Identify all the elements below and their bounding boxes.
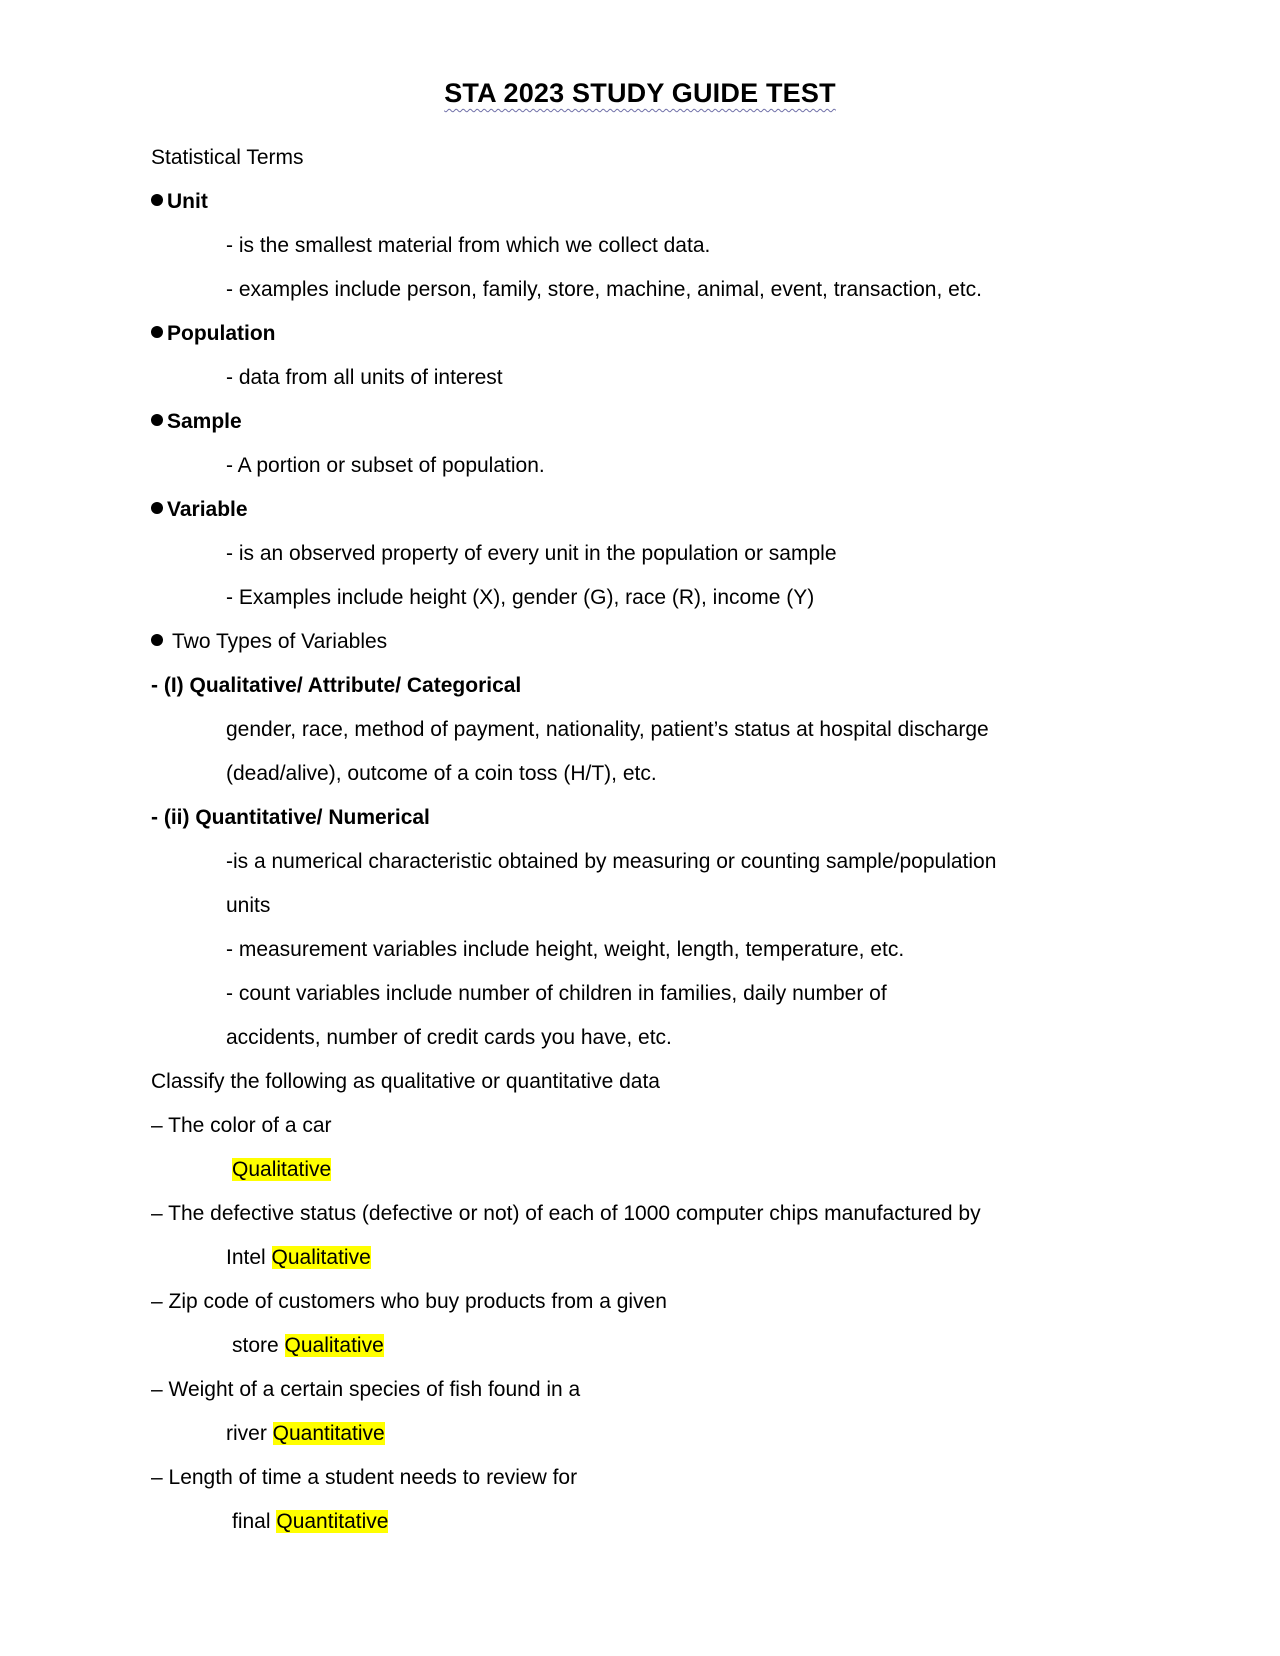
question-item: – Weight of a certain species of fish found in a xyxy=(151,1378,581,1401)
answer-line xyxy=(232,1156,331,1184)
definition-line: -is a numerical characteristic obtained by measuring or counting sample/population xyxy=(226,850,997,873)
bullet-icon xyxy=(151,194,163,206)
definition-line: gender, race, method of payment, nationality, patient’s status at hospital discharge xyxy=(226,718,989,741)
answer-highlight: Quantitative xyxy=(276,1510,389,1533)
document-title: STA 2023 STUDY GUIDE TEST xyxy=(444,78,836,108)
question-item: – The defective status (defective or not) of each of 1000 computer chips manufactured by xyxy=(151,1202,981,1225)
definition-line: - is an observed property of every unit in the population or sample xyxy=(226,542,837,565)
answer-line: store Qualitative xyxy=(232,1334,384,1357)
term-variable: Variable xyxy=(151,496,248,524)
term-sample: Sample xyxy=(151,408,242,436)
answer-highlight: Qualitative xyxy=(232,1158,332,1181)
answer-highlight: Quantitative xyxy=(272,1422,385,1445)
bullet-icon xyxy=(151,634,163,646)
definition-line: (dead/alive), outcome of a coin toss (H/T), etc. xyxy=(226,762,657,785)
answer-line: final Quantitative xyxy=(232,1510,389,1533)
bullet-icon xyxy=(151,414,163,426)
answer-highlight: Qualitative xyxy=(271,1246,371,1269)
question-item: – Length of time a student needs to review for xyxy=(151,1466,578,1489)
answer-line: Intel Qualitative xyxy=(226,1246,371,1269)
types-heading: Two Types of Variables xyxy=(151,628,387,656)
classify-prompt: Classify the following as qualitative or quantitative data xyxy=(151,1070,660,1093)
qualitative-heading: - (I) Qualitative/ Attribute/ Categorical xyxy=(151,674,522,697)
definition-line: - A portion or subset of population. xyxy=(226,454,545,477)
definition-line: - data from all units of interest xyxy=(226,366,503,389)
question-item: – Zip code of customers who buy products from a given xyxy=(151,1290,667,1313)
bullet-icon xyxy=(151,326,163,338)
section-heading: Statistical Terms xyxy=(151,146,304,169)
quantitative-heading: - (ii) Quantitative/ Numerical xyxy=(151,806,430,829)
answer-highlight: Qualitative xyxy=(284,1334,384,1357)
definition-line: - Examples include height (X), gender (G), race (R), income (Y) xyxy=(226,586,815,609)
bullet-icon xyxy=(151,502,163,514)
definition-line: - is the smallest material from which we collect data. xyxy=(226,234,711,257)
definition-line: units xyxy=(226,894,271,917)
definition-line: - examples include person, family, store, machine, animal, event, transaction, etc. xyxy=(226,278,982,301)
term-unit: Unit xyxy=(151,188,208,216)
question-item: – The color of a car xyxy=(151,1114,332,1137)
definition-line: accidents, number of credit cards you have, etc. xyxy=(226,1026,672,1049)
term-population: Population xyxy=(151,320,276,348)
definition-line: - count variables include number of children in families, daily number of xyxy=(226,982,887,1005)
answer-line: river Quantitative xyxy=(226,1422,385,1445)
definition-line: - measurement variables include height, weight, length, temperature, etc. xyxy=(226,938,905,961)
